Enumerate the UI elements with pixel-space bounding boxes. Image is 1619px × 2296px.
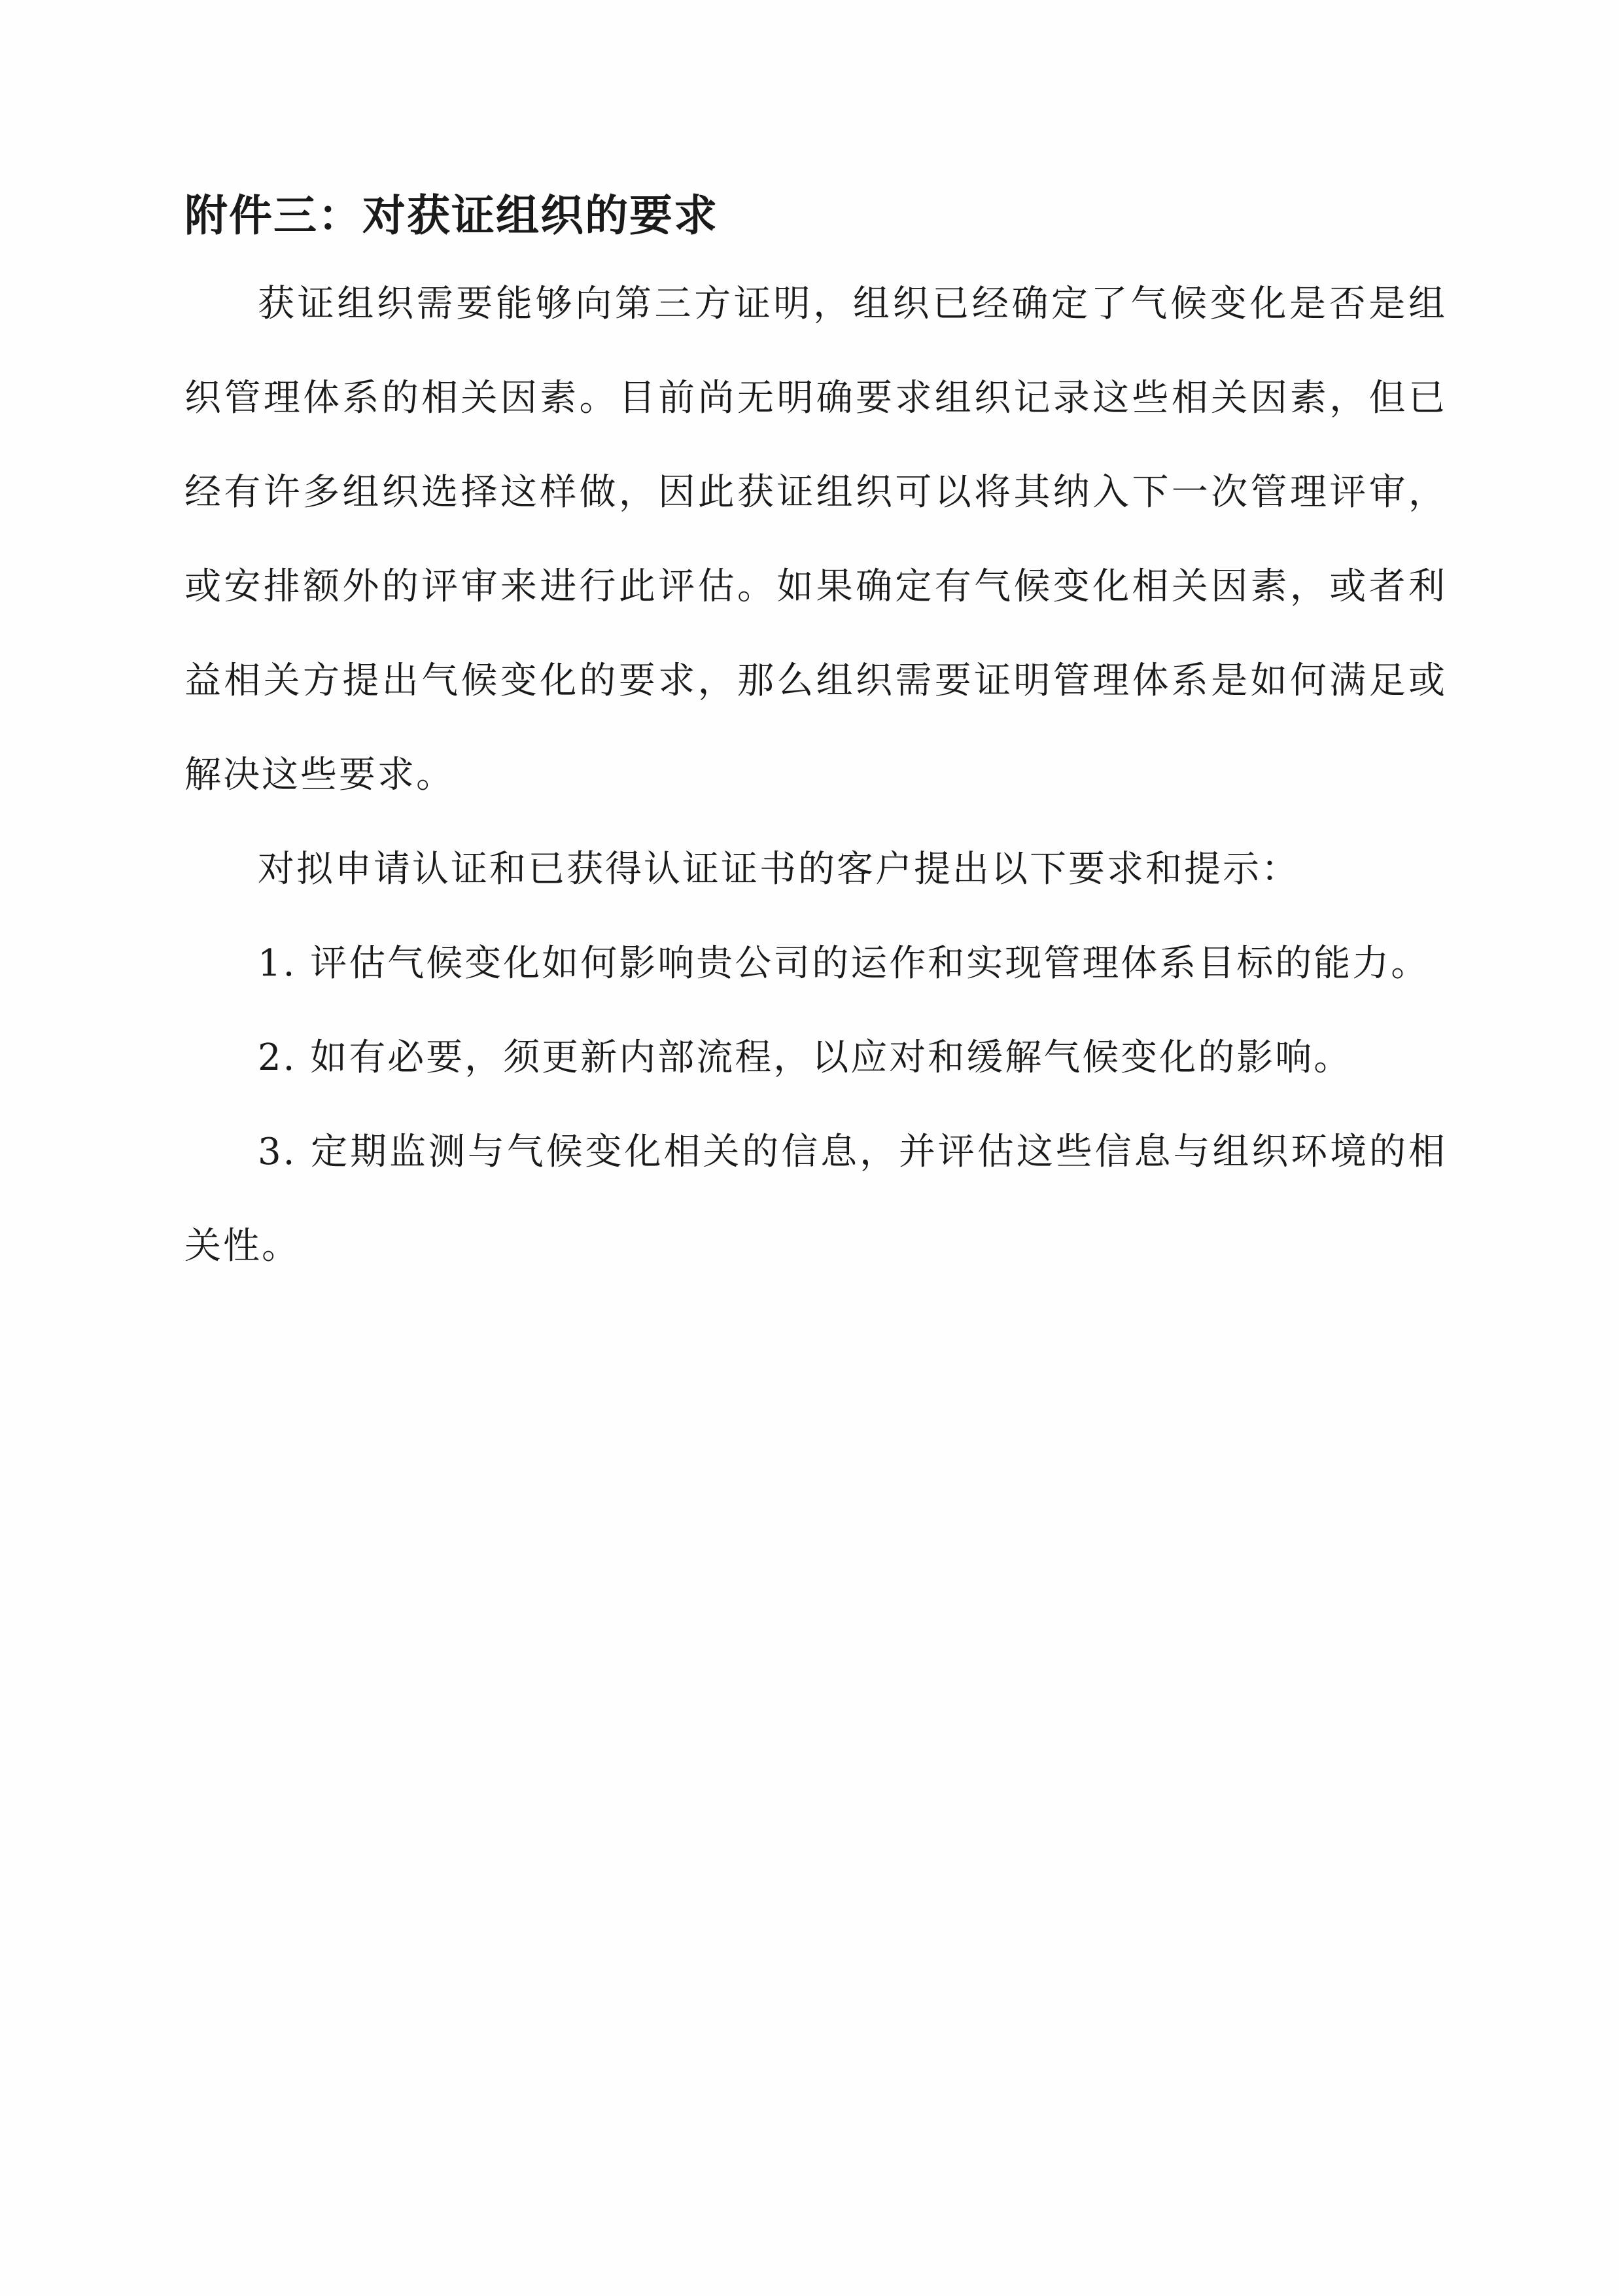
requirement-item-2: 2. 如有必要，须更新内部流程，以应对和缓解气候变化的影响。 xyxy=(258,1036,1353,1079)
page-title: 附件三：对获证组织的要求 xyxy=(184,190,718,241)
paragraph-intro: 获证组织需要能够向第三方证明，组织已经确定了气候变化是否是组织管理体系的相关因素。目前尚无明确要求组织记录这些相关因素，但已经有许多组织选择这样做，因此获证组织可以将其纳入下一次管理评审，或安排额外的评审来进行此评估。如果确定有气候变化相关因素，或者利益相关方提出气候变化的要求，那么组织需要证明管理体系是如何满足或解决这些要求。 xyxy=(184,283,1447,796)
requirement-item-1: 1. 评估气候变化如何影响贵公司的运作和实现管理体系目标的能力。 xyxy=(258,942,1430,985)
document-body xyxy=(184,186,1447,1294)
paragraph-requirements-lead: 对拟申请认证和已获得认证证书的客户提出以下要求和提示： xyxy=(258,848,1300,891)
requirement-item-3: 3. 定期监测与气候变化相关的信息，并评估这些信息与组织环境的相关性。 xyxy=(184,1131,1447,1267)
